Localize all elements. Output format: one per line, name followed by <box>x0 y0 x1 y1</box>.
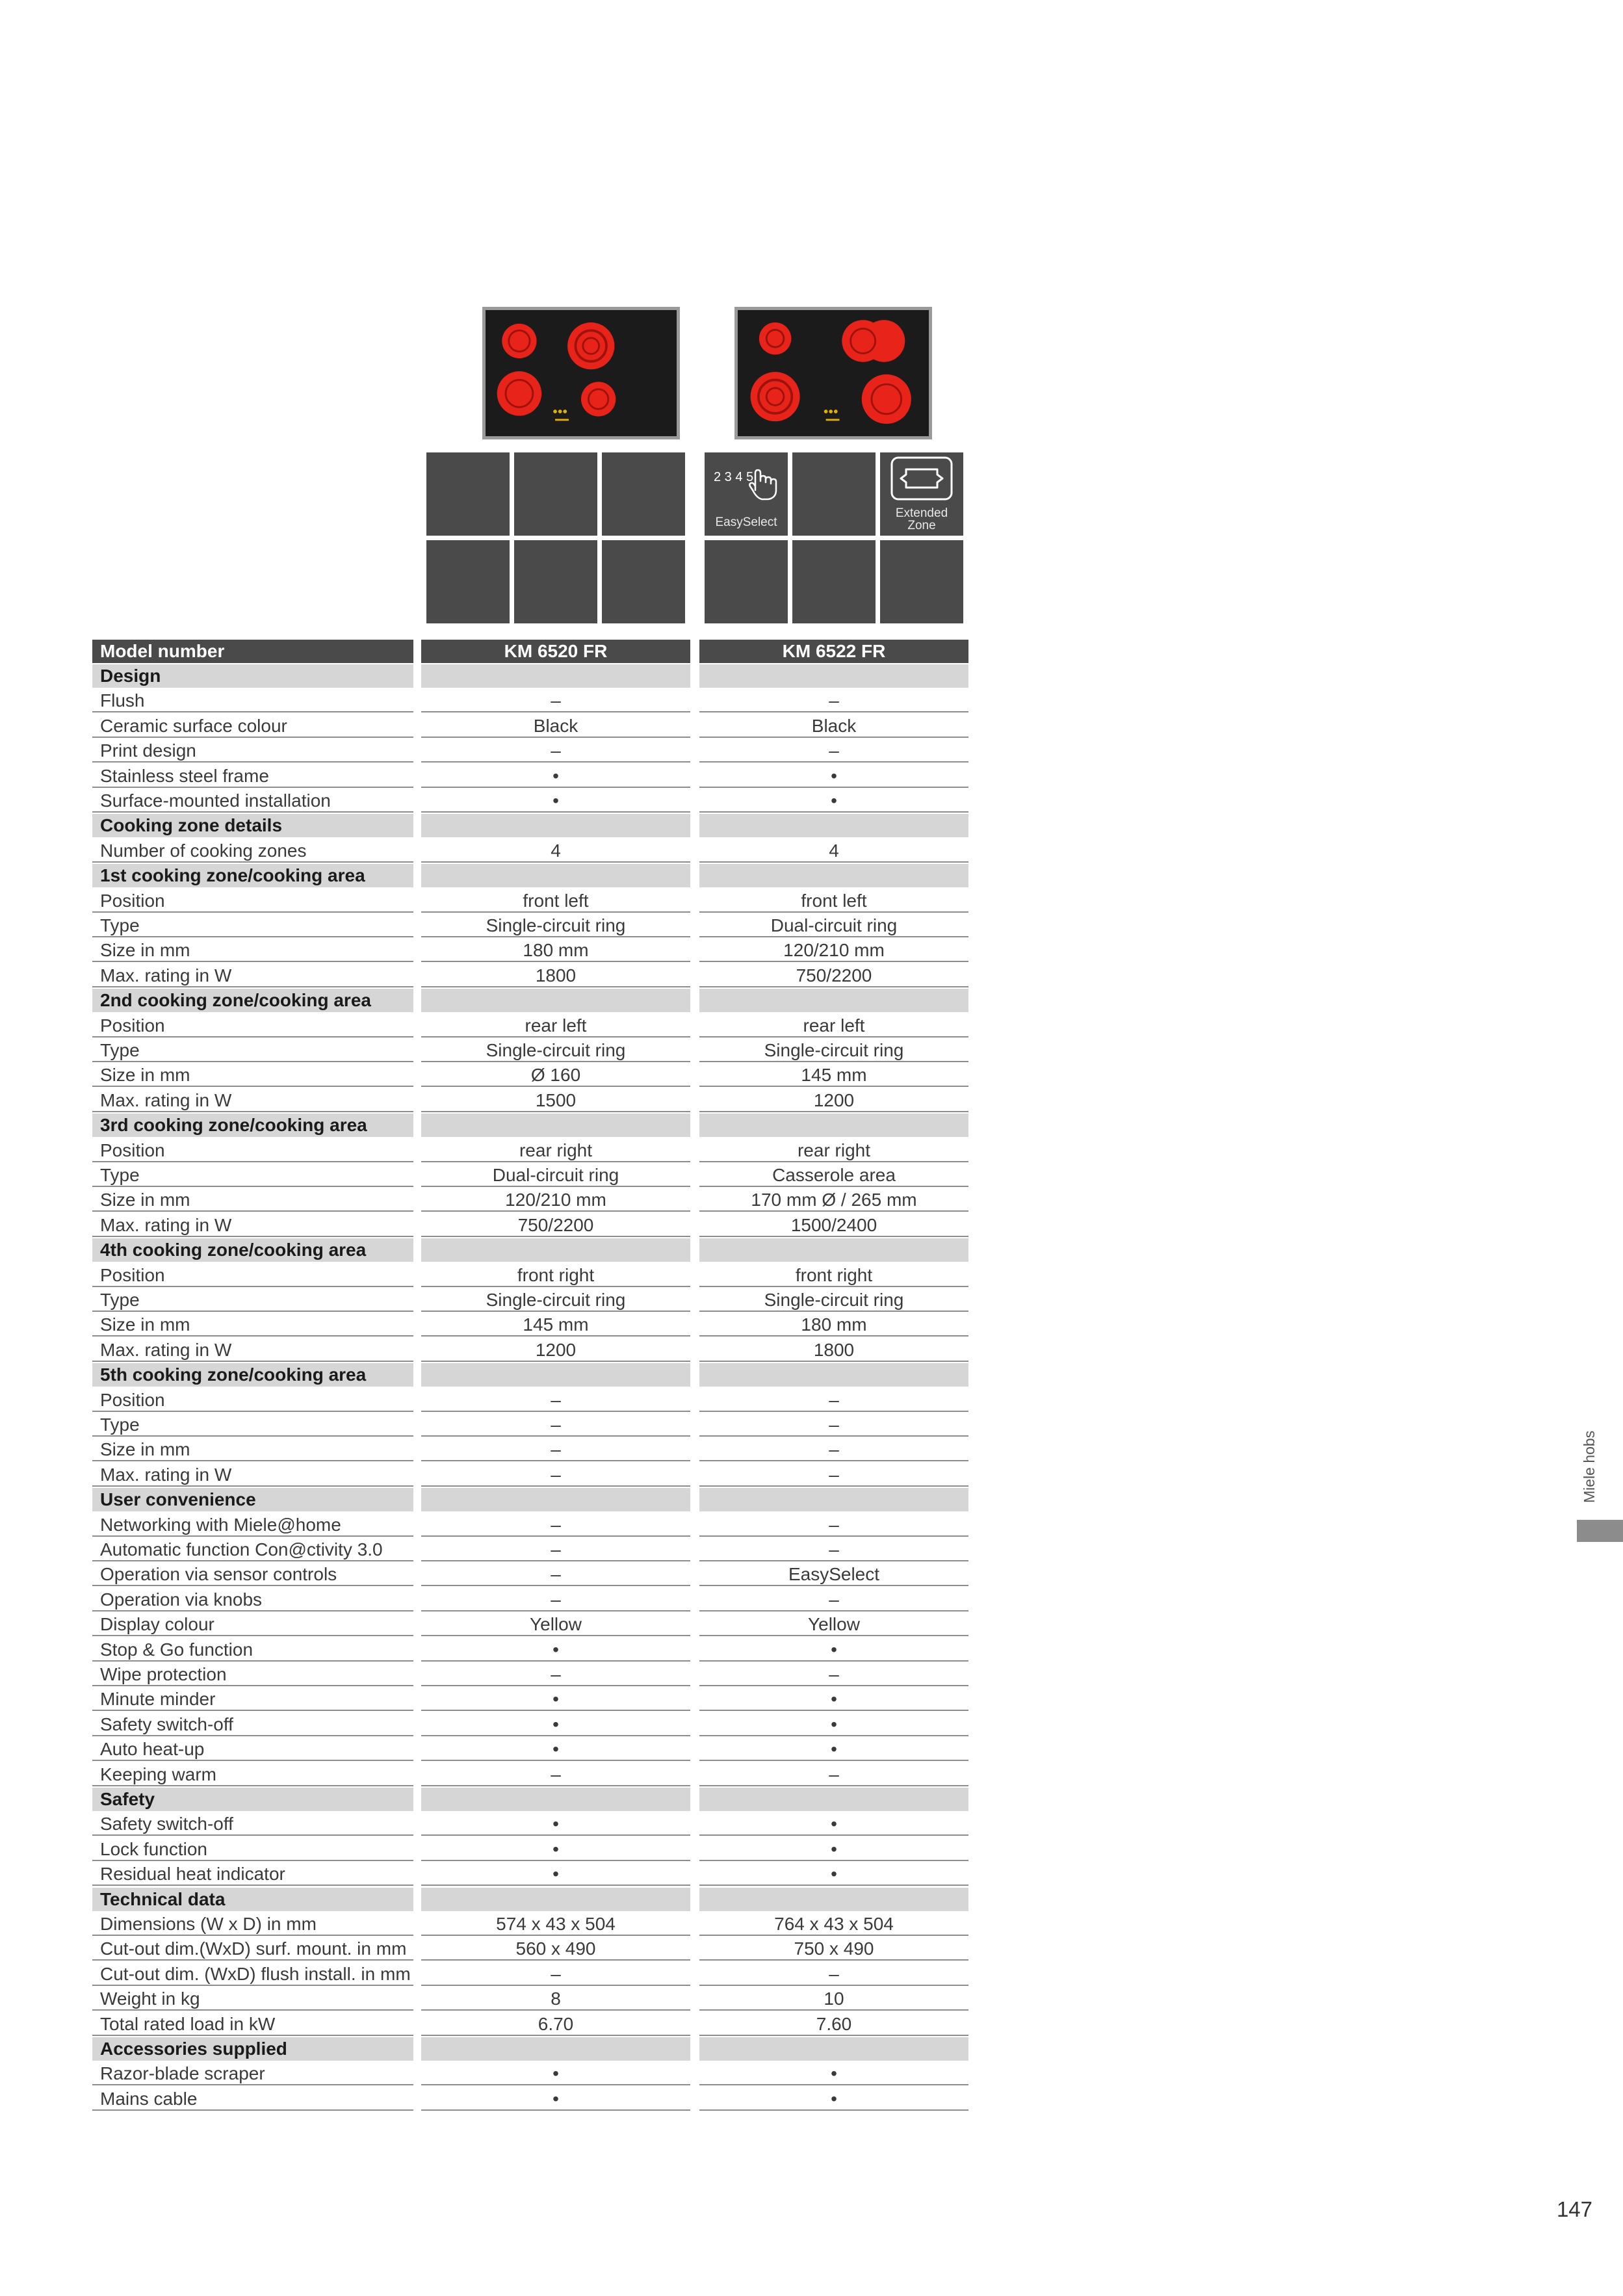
row-value-model-2 <box>699 2037 968 2061</box>
row-label: Weight in kg <box>92 1987 413 2011</box>
row-value-model-1: 1200 <box>421 1338 690 1362</box>
row-value-model-2: • <box>699 1713 968 1736</box>
row-value-model-2 <box>699 1788 968 1811</box>
section-title: Design <box>92 664 413 688</box>
hob-image-km6520 <box>482 307 680 439</box>
row-value-model-1: • <box>421 2087 690 2111</box>
row-value-model-1: – <box>421 1763 690 1786</box>
table-row <box>0 914 975 937</box>
feature-tile <box>514 452 597 536</box>
row-value-model-2: – <box>699 1438 968 1461</box>
touch-hand-icon <box>749 470 776 499</box>
row-value-model-1: – <box>421 689 690 712</box>
row-value-model-2: • <box>699 789 968 813</box>
table-row <box>0 839 975 863</box>
row-value-model-2: • <box>699 2062 968 2085</box>
table-row <box>0 1563 975 1586</box>
row-value-model-2 <box>699 989 968 1012</box>
row-value-model-2: 120/210 mm <box>699 939 968 962</box>
row-value-model-1: rear left <box>421 1014 690 1037</box>
table-row <box>0 1139 975 1162</box>
feature-tile <box>880 540 963 623</box>
row-value-model-2 <box>699 1363 968 1387</box>
page-number: 147 <box>1556 2197 1592 2221</box>
table-row <box>0 1638 975 1662</box>
row-label: Operation via knobs <box>92 1588 413 1611</box>
row-value-model-2 <box>699 864 968 887</box>
table-row <box>0 1063 975 1087</box>
row-value-model-2: • <box>699 1838 968 1861</box>
row-label: Position <box>92 889 413 913</box>
row-value-model-1: Yellow <box>421 1613 690 1636</box>
row-value-model-2: front right <box>699 1264 968 1287</box>
row-value-model-1: 560 x 490 <box>421 1937 690 1961</box>
table-row <box>0 1313 975 1337</box>
table-row <box>0 1338 975 1362</box>
row-value-model-2 <box>699 1114 968 1137</box>
row-label: Flush <box>92 689 413 712</box>
row-value-model-1: – <box>421 1563 690 1586</box>
row-value-model-1 <box>421 664 690 688</box>
section-title: 5th cooking zone/cooking area <box>92 1363 413 1387</box>
feature-tile-extended-zone <box>880 452 963 536</box>
row-value-model-2: • <box>699 1812 968 1836</box>
row-value-model-1 <box>421 2037 690 2061</box>
row-value-model-1 <box>421 864 690 887</box>
feature-tile <box>792 540 876 623</box>
table-section-row <box>0 1114 975 1137</box>
row-label: Safety switch-off <box>92 1713 413 1736</box>
table-section-row <box>0 664 975 688</box>
row-label: Max. rating in W <box>92 1089 413 1112</box>
row-value-model-2: – <box>699 1538 968 1561</box>
row-label: Stainless steel frame <box>92 764 413 788</box>
feature-tile <box>426 452 510 536</box>
row-value-model-1: 1800 <box>421 964 690 987</box>
table-section-row <box>0 2037 975 2061</box>
row-label: Number of cooking zones <box>92 839 413 863</box>
hob-km6520-illustration <box>486 310 677 436</box>
row-value-model-2: Yellow <box>699 1613 968 1636</box>
row-value-model-1: • <box>421 1688 690 1711</box>
row-value-model-2: 10 <box>699 1987 968 2011</box>
row-value-model-1: 120/210 mm <box>421 1188 690 1212</box>
row-value-model-1: 8 <box>421 1987 690 2011</box>
row-label: Size in mm <box>92 939 413 962</box>
table-row <box>0 964 975 987</box>
row-value-model-2: • <box>699 2087 968 2111</box>
row-value-model-1: – <box>421 1588 690 1611</box>
row-label: Position <box>92 1139 413 1162</box>
row-value-model-2 <box>699 1488 968 1511</box>
tile-caption-line1: Extended <box>895 506 948 520</box>
easyselect-icon <box>705 452 788 504</box>
row-value-model-2: 4 <box>699 839 968 863</box>
easyselect-digits: 2 3 4 5 <box>714 470 754 484</box>
row-value-model-1: – <box>421 1413 690 1437</box>
table-section-row <box>0 1238 975 1262</box>
row-value-model-1: • <box>421 1812 690 1836</box>
row-label: Keeping warm <box>92 1763 413 1786</box>
row-label: Position <box>92 1264 413 1287</box>
row-label: Display colour <box>92 1613 413 1636</box>
table-section-row <box>0 989 975 1012</box>
row-label: Operation via sensor controls <box>92 1563 413 1586</box>
header-model-1: KM 6520 FR <box>421 640 690 663</box>
feature-tile <box>602 452 685 536</box>
row-value-model-1: – <box>421 1389 690 1412</box>
feature-tile <box>514 540 597 623</box>
row-label: Automatic function Con@ctivity 3.0 <box>92 1538 413 1561</box>
row-value-model-1: Black <box>421 714 690 738</box>
row-label: Size in mm <box>92 1438 413 1461</box>
row-value-model-1 <box>421 1488 690 1511</box>
table-section-row <box>0 814 975 837</box>
row-label: Total rated load in kW <box>92 2013 413 2036</box>
row-value-model-2: Casserole area <box>699 1164 968 1187</box>
row-value-model-2: Black <box>699 714 968 738</box>
feature-tile <box>602 540 685 623</box>
row-value-model-2: 1200 <box>699 1089 968 1112</box>
section-title: User convenience <box>92 1488 413 1511</box>
row-value-model-2 <box>699 1238 968 1262</box>
row-value-model-1: Ø 160 <box>421 1063 690 1087</box>
row-value-model-2: 750 x 490 <box>699 1937 968 1961</box>
row-value-model-2: Dual-circuit ring <box>699 914 968 937</box>
row-value-model-1 <box>421 1114 690 1137</box>
row-label: Cut-out dim. (WxD) flush install. in mm <box>92 1963 413 1986</box>
tile-caption: EasySelect <box>715 515 777 529</box>
row-label: Wipe protection <box>92 1663 413 1686</box>
row-value-model-2: • <box>699 1638 968 1662</box>
row-value-model-2: EasySelect <box>699 1563 968 1586</box>
table-row <box>0 1389 975 1412</box>
row-value-model-2: – <box>699 1413 968 1437</box>
row-value-model-1 <box>421 814 690 837</box>
table-row <box>0 1812 975 1836</box>
table-row <box>0 1763 975 1786</box>
table-row <box>0 1288 975 1312</box>
row-value-model-1: Dual-circuit ring <box>421 1164 690 1187</box>
table-row <box>0 714 975 738</box>
table-section-row <box>0 1363 975 1387</box>
table-row <box>0 1588 975 1611</box>
row-label: Type <box>92 1413 413 1437</box>
table-row <box>0 789 975 813</box>
row-value-model-1: • <box>421 2062 690 2085</box>
table-row <box>0 1413 975 1437</box>
header-label: Model number <box>92 640 413 663</box>
row-value-model-2: • <box>699 764 968 788</box>
table-row <box>0 1264 975 1287</box>
table-row <box>0 1738 975 1761</box>
row-value-model-2: 7.60 <box>699 2013 968 2036</box>
row-value-model-1: – <box>421 1963 690 1986</box>
row-value-model-1: – <box>421 1438 690 1461</box>
feature-tile <box>705 540 788 623</box>
table-row <box>0 1912 975 1936</box>
row-value-model-1: front right <box>421 1264 690 1287</box>
row-label: Cut-out dim.(WxD) surf. mount. in mm <box>92 1937 413 1961</box>
section-side-label: Miele hobs <box>1581 1430 1598 1503</box>
row-label: Minute minder <box>92 1688 413 1711</box>
row-label: Safety switch-off <box>92 1812 413 1836</box>
row-value-model-2: – <box>699 689 968 712</box>
row-value-model-2: – <box>699 1663 968 1686</box>
table-row <box>0 2087 975 2111</box>
row-value-model-1: – <box>421 1463 690 1487</box>
row-value-model-1: • <box>421 1838 690 1861</box>
row-label: Type <box>92 1164 413 1187</box>
row-value-model-1: – <box>421 1538 690 1561</box>
section-title: 3rd cooking zone/cooking area <box>92 1114 413 1137</box>
table-header-row <box>0 640 975 663</box>
table-row <box>0 1613 975 1636</box>
table-row <box>0 689 975 712</box>
row-label: Ceramic surface colour <box>92 714 413 738</box>
row-value-model-2: Single-circuit ring <box>699 1288 968 1312</box>
section-title: 4th cooking zone/cooking area <box>92 1238 413 1262</box>
table-section-row <box>0 864 975 887</box>
section-title: Safety <box>92 1788 413 1811</box>
table-row <box>0 1838 975 1861</box>
row-value-model-2: 764 x 43 x 504 <box>699 1912 968 1936</box>
row-value-model-1: – <box>421 1663 690 1686</box>
row-value-model-1: Single-circuit ring <box>421 914 690 937</box>
table-row <box>0 2062 975 2085</box>
table-row <box>0 764 975 788</box>
table-row <box>0 1987 975 2011</box>
row-value-model-2: rear left <box>699 1014 968 1037</box>
table-row <box>0 2013 975 2036</box>
row-value-model-2: – <box>699 1763 968 1786</box>
extended-zone-icon <box>880 452 963 504</box>
row-value-model-2: 170 mm Ø / 265 mm <box>699 1188 968 1212</box>
row-value-model-2: front left <box>699 889 968 913</box>
row-label: Razor-blade scraper <box>92 2062 413 2085</box>
table-row <box>0 1188 975 1212</box>
table-section-row <box>0 1788 975 1811</box>
table-row <box>0 939 975 962</box>
section-title: 2nd cooking zone/cooking area <box>92 989 413 1012</box>
feature-tile-easyselect <box>705 452 788 536</box>
section-title: 1st cooking zone/cooking area <box>92 864 413 887</box>
row-label: Position <box>92 1014 413 1037</box>
row-value-model-2 <box>699 814 968 837</box>
table-row <box>0 1014 975 1037</box>
row-label: Print design <box>92 739 413 763</box>
row-label: Mains cable <box>92 2087 413 2111</box>
table-row <box>0 739 975 763</box>
section-title: Technical data <box>92 1888 413 1911</box>
row-label: Surface-mounted installation <box>92 789 413 813</box>
table-row <box>0 1862 975 1886</box>
table-row <box>0 1538 975 1561</box>
row-value-model-1 <box>421 1888 690 1911</box>
row-label: Residual heat indicator <box>92 1862 413 1886</box>
row-value-model-2: • <box>699 1862 968 1886</box>
row-value-model-2: 1500/2400 <box>699 1214 968 1237</box>
hob-image-km6522 <box>734 307 932 439</box>
row-value-model-1: 1500 <box>421 1089 690 1112</box>
row-value-model-2: • <box>699 1688 968 1711</box>
row-label: Max. rating in W <box>92 1214 413 1237</box>
row-label: Size in mm <box>92 1188 413 1212</box>
row-value-model-2: 180 mm <box>699 1313 968 1337</box>
row-value-model-2: – <box>699 739 968 763</box>
row-value-model-2: 1800 <box>699 1338 968 1362</box>
table-row <box>0 1713 975 1736</box>
table-row <box>0 1164 975 1187</box>
table-row <box>0 1214 975 1237</box>
row-value-model-1: 6.70 <box>421 2013 690 2036</box>
row-value-model-1: • <box>421 1713 690 1736</box>
row-value-model-2: Single-circuit ring <box>699 1039 968 1062</box>
row-value-model-1 <box>421 989 690 1012</box>
row-value-model-1: Single-circuit ring <box>421 1288 690 1312</box>
header-model-2: KM 6522 FR <box>699 640 968 663</box>
table-row <box>0 1463 975 1487</box>
row-label: Position <box>92 1389 413 1412</box>
row-value-model-2: • <box>699 1738 968 1761</box>
section-title: Accessories supplied <box>92 2037 413 2061</box>
table-row <box>0 1513 975 1537</box>
row-value-model-1: 180 mm <box>421 939 690 962</box>
row-label: Type <box>92 1039 413 1062</box>
row-value-model-1: front left <box>421 889 690 913</box>
row-value-model-2: – <box>699 1588 968 1611</box>
row-value-model-2: – <box>699 1463 968 1487</box>
row-value-model-2: 750/2200 <box>699 964 968 987</box>
row-value-model-1: 4 <box>421 839 690 863</box>
row-value-model-1: 145 mm <box>421 1313 690 1337</box>
row-label: Max. rating in W <box>92 1338 413 1362</box>
row-label: Networking with Miele@home <box>92 1513 413 1537</box>
tile-caption-line2: Zone <box>907 519 936 532</box>
row-value-model-1: • <box>421 1638 690 1662</box>
row-value-model-1: 750/2200 <box>421 1214 690 1237</box>
section-side-tab <box>1577 1520 1623 1542</box>
table-row <box>0 1937 975 1961</box>
row-value-model-1: • <box>421 1738 690 1761</box>
row-value-model-2 <box>699 1888 968 1911</box>
row-value-model-2: – <box>699 1389 968 1412</box>
row-label: Lock function <box>92 1838 413 1861</box>
row-value-model-2: rear right <box>699 1139 968 1162</box>
table-row <box>0 1039 975 1062</box>
table-row <box>0 1688 975 1711</box>
row-value-model-2: – <box>699 1963 968 1986</box>
row-label: Type <box>92 914 413 937</box>
row-label: Stop & Go function <box>92 1638 413 1662</box>
row-label: Size in mm <box>92 1063 413 1087</box>
feature-tile <box>426 540 510 623</box>
table-row <box>0 1089 975 1112</box>
table-section-row <box>0 1888 975 1911</box>
row-value-model-2: – <box>699 1513 968 1537</box>
table-row <box>0 1663 975 1686</box>
row-value-model-1: • <box>421 1862 690 1886</box>
table-row <box>0 1963 975 1986</box>
row-value-model-1: Single-circuit ring <box>421 1039 690 1062</box>
row-label: Max. rating in W <box>92 964 413 987</box>
row-value-model-2 <box>699 664 968 688</box>
row-label: Type <box>92 1288 413 1312</box>
row-value-model-1: rear right <box>421 1139 690 1162</box>
row-value-model-1: • <box>421 764 690 788</box>
row-label: Max. rating in W <box>92 1463 413 1487</box>
row-value-model-1: 574 x 43 x 504 <box>421 1912 690 1936</box>
table-section-row <box>0 1488 975 1511</box>
row-value-model-1: – <box>421 1513 690 1537</box>
row-label: Dimensions (W x D) in mm <box>92 1912 413 1936</box>
table-row <box>0 889 975 913</box>
hob-km6522-illustration <box>738 310 929 436</box>
row-label: Size in mm <box>92 1313 413 1337</box>
row-value-model-1: • <box>421 789 690 813</box>
row-value-model-1 <box>421 1788 690 1811</box>
row-label: Auto heat-up <box>92 1738 413 1761</box>
row-value-model-1: – <box>421 739 690 763</box>
row-value-model-2: 145 mm <box>699 1063 968 1087</box>
table-row <box>0 1438 975 1461</box>
feature-tile <box>792 452 876 536</box>
section-title: Cooking zone details <box>92 814 413 837</box>
row-value-model-1 <box>421 1238 690 1262</box>
row-value-model-1 <box>421 1363 690 1387</box>
